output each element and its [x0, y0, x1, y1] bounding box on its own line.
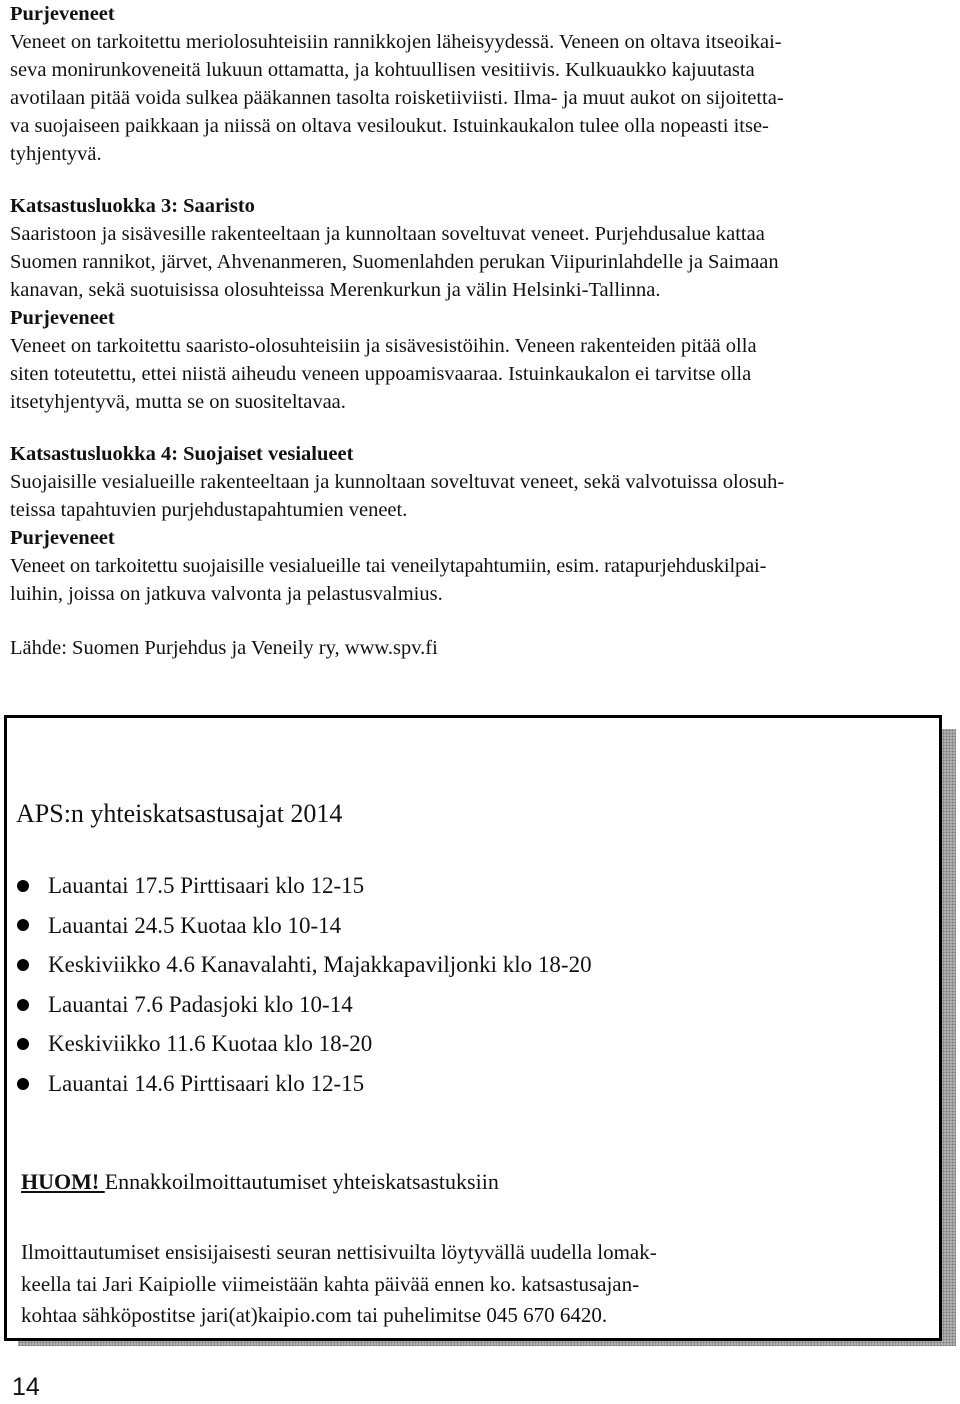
schedule-item: Lauantai 14.6 Pirttisaari klo 12-15: [17, 1064, 592, 1104]
paragraph-line: Veneet on tarkoitettu suojaisille vesialueille tai veneilytapahtumiin, esim. ratapurjehduskilpai-: [10, 555, 767, 577]
notice-label: HUOM!: [21, 1169, 105, 1194]
bullet-icon: [17, 919, 29, 931]
source-citation: Lähde: Suomen Purjehdus ja Veneily ry, www.spv.fi: [10, 637, 438, 659]
paragraph-line: Suomen rannikot, järvet, Ahvenanmeren, Suomenlahden perukan Viipurinlahdelle ja Saimaan: [10, 251, 779, 273]
schedule-item: Lauantai 7.6 Padasjoki klo 10-14: [17, 985, 592, 1025]
page-number: 14: [12, 1373, 40, 1401]
notice-heading: [21, 1168, 499, 1196]
schedule-item: Lauantai 24.5 Kuotaa klo 10-14: [17, 906, 592, 946]
schedule-item: Keskiviikko 4.6 Kanavalahti, Majakkapaviljonki klo 18-20: [17, 945, 592, 985]
document-body: [10, 0, 930, 662]
section-title-class-4: Katsastusluokka 4: Suojaiset vesialueet: [10, 443, 354, 465]
section-heading-sailboats: Purjeveneet: [10, 527, 115, 549]
section-heading-sailboats: Purjeveneet: [10, 307, 115, 329]
paragraph-line: seva monirunkoveneitä lukuun ottamatta, ja kohtuullisen vesitiivis. Kulkuaukko kajuutasta: [10, 59, 755, 81]
inspection-schedule-box: [4, 715, 942, 1341]
paragraph-line: siten toteutettu, ettei niistä aiheudu veneen uppoamisvaaraa. Istuinkaukalon ei tarvitse olla: [10, 363, 752, 385]
paragraph-line: itsetyhjentyvä, mutta se on suositeltavaa.: [10, 391, 346, 413]
section-title-class-3: Katsastusluokka 3: Saaristo: [10, 195, 255, 217]
bullet-icon: [17, 1078, 29, 1090]
paragraph-line: va suojaiseen paikkaan ja niissä on oltava vesiloukut. Istuinkaukalon tulee olla nopeasti itse-: [10, 115, 769, 137]
schedule-list: [17, 866, 592, 1104]
paragraph-line: Saaristoon ja sisävesille rakenteeltaan ja kunnoltaan soveltuvat veneet. Purjehdusalue kattaa: [10, 223, 765, 245]
paragraph-line: tyhjentyvä.: [10, 143, 102, 165]
paragraph-line: teissa tapahtuvien purjehdustapahtumien veneet.: [10, 499, 408, 521]
paragraph-line: kanavan, sekä suotuisissa olosuhteissa Merenkurkun ja välin Helsinki-Tallinna.: [10, 279, 661, 301]
box-title: APS:n yhteiskatsastusajat 2014: [16, 799, 343, 828]
paragraph-line: Suojaisille vesialueille rakenteeltaan ja kunnoltaan soveltuvat veneet, sekä valvotuissa olosuh-: [10, 471, 785, 493]
schedule-item: Lauantai 17.5 Pirttisaari klo 12-15: [17, 866, 592, 906]
info-line: keella tai Jari Kaipiolle viimeistään kahta päivää ennen ko. katsastusajan-: [21, 1271, 640, 1296]
bullet-icon: [17, 1038, 29, 1050]
paragraph-line: avotilaan pitää voida sulkea pääkannen tasolta roisketiiviisti. Ilma- ja muut aukot on sijoitetta-: [10, 87, 784, 109]
paragraph-line: luihin, joissa on jatkuva valvonta ja pelastusvalmius.: [10, 583, 443, 605]
bullet-icon: [17, 999, 29, 1011]
bullet-icon: [17, 880, 29, 892]
info-line: Ilmoittautumiset ensisijaisesti seuran nettisivuilta löytyvällä uudella lomak-: [21, 1240, 657, 1264]
bullet-icon: [17, 959, 29, 971]
registration-info: [21, 1237, 921, 1332]
paragraph-line: Veneet on tarkoitettu meriolosuhteisiin rannikkojen läheisyydessä. Veneen on oltava itseoikai-: [10, 31, 782, 53]
schedule-item: Keskiviikko 11.6 Kuotaa klo 18-20: [17, 1024, 592, 1064]
section-heading-sailboats: Purjeveneet: [10, 3, 115, 25]
paragraph-line: Veneet on tarkoitettu saaristo-olosuhteisiin ja sisävesistöihin. Veneen rakenteiden pitää olla: [10, 335, 757, 357]
notice-text: Ennakkoilmoittautumiset yhteiskatsastuksiin: [104, 1169, 499, 1194]
info-line: kohtaa sähköpostitse jari(at)kaipio.com tai puhelimitse 045 670 6420.: [21, 1303, 608, 1327]
